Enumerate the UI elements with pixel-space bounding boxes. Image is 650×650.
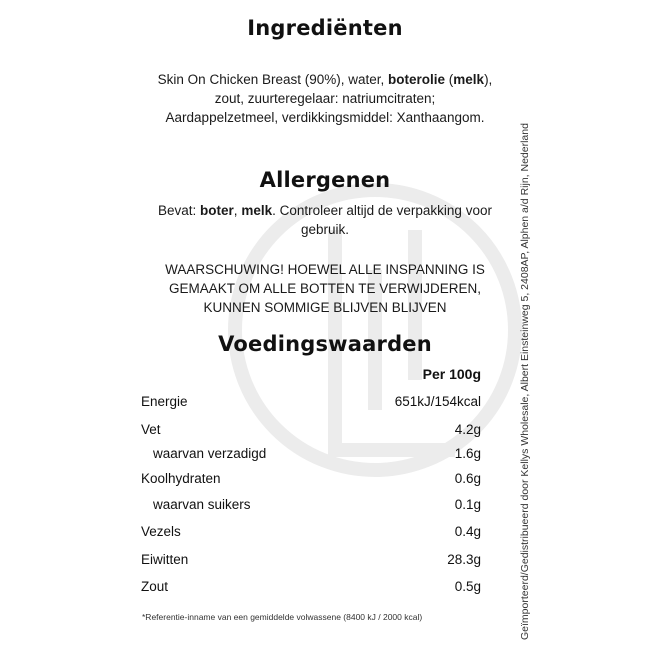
nutrient-label: Zout [141,579,169,594]
allergens-text [100,201,550,239]
importer-info: Geïmporteerd/Gedistribueerd door Kellys Wholesale, Albert Einsteinweg 5, 2408AP, Alphen a/d Rijn, Nederland [519,123,531,640]
ingredients-heading: Ingrediënten [247,16,403,40]
allergens-line-1 [100,201,550,220]
nutrient-sublabel: waarvan suikers [153,497,251,512]
nutrient-value: 0.6g [454,471,481,486]
warning-line-1: WAARSCHUWING! HOEWEL ALLE INSPANNING IS [165,262,485,277]
allergens-line-2: gebruik. [300,222,350,237]
allergen-melk: melk [453,72,485,87]
warning-line-2: GEMAAKT OM ALLE BOTTEN TE VERWIJDEREN, [168,281,482,296]
nutrition-heading: Voedingswaarden [218,332,432,356]
nutrient-value: 0.5g [454,579,481,594]
nutrition-row [141,420,481,440]
nutrient-value: 1.6g [454,446,481,461]
bevat-label: Bevat: [158,203,201,218]
ingredients-line-2: zout, zuurteregelaar: natriumcitraten; [214,91,436,106]
nutrition-row [141,469,481,489]
ingredients-text [100,70,550,127]
nutrition-row [141,392,481,412]
ingredients-text-part: ( [445,72,454,87]
nutrient-value: 28.3g [447,552,481,567]
nutrient-value: 0.1g [454,497,481,512]
nutrient-label: Energie [141,394,188,409]
ingredients-text-part: ), [484,72,493,87]
nutrient-label: Eiwitten [141,552,189,567]
allergen-boterolie: boterolie [388,72,446,87]
ingredients-text-part: Skin On Chicken Breast (90%), water, [157,72,389,87]
nutrition-row [141,444,481,464]
nutrient-value: 0.4g [454,524,481,539]
allergen-boter: boter [200,203,234,218]
nutrient-label: Koolhydraten [141,471,221,486]
allergens-separator: , [233,203,242,218]
allergens-text-part: . Controleer altijd de verpakking voor [272,203,492,218]
nutrition-row [141,577,481,597]
nutrition-row [141,522,481,542]
allergen-melk: melk [241,203,273,218]
nutrition-row [141,495,481,515]
nutrition-row [141,550,481,570]
allergens-heading: Allergenen [259,168,391,192]
ingredients-line-3: Aardappelzetmeel, verdikkingsmiddel: Xanthaangom. [165,110,485,125]
reference-footnote: *Referentie-inname van een gemiddelde volwassene (8400 kJ / 2000 kcal) [142,612,423,622]
nutrient-sublabel: waarvan verzadigd [153,446,267,461]
nutrient-value: 651kJ/154kcal [394,394,481,409]
ingredients-line-1 [100,70,550,89]
nutrient-label: Vezels [141,524,181,539]
nutrient-value: 4.2g [454,422,481,437]
warning-line-3: KUNNEN SOMMIGE BLIJVEN BLIJVEN [203,300,447,315]
bone-warning [100,260,550,317]
per-100g-header: Per 100g [422,366,481,382]
nutrient-label: Vet [141,422,161,437]
